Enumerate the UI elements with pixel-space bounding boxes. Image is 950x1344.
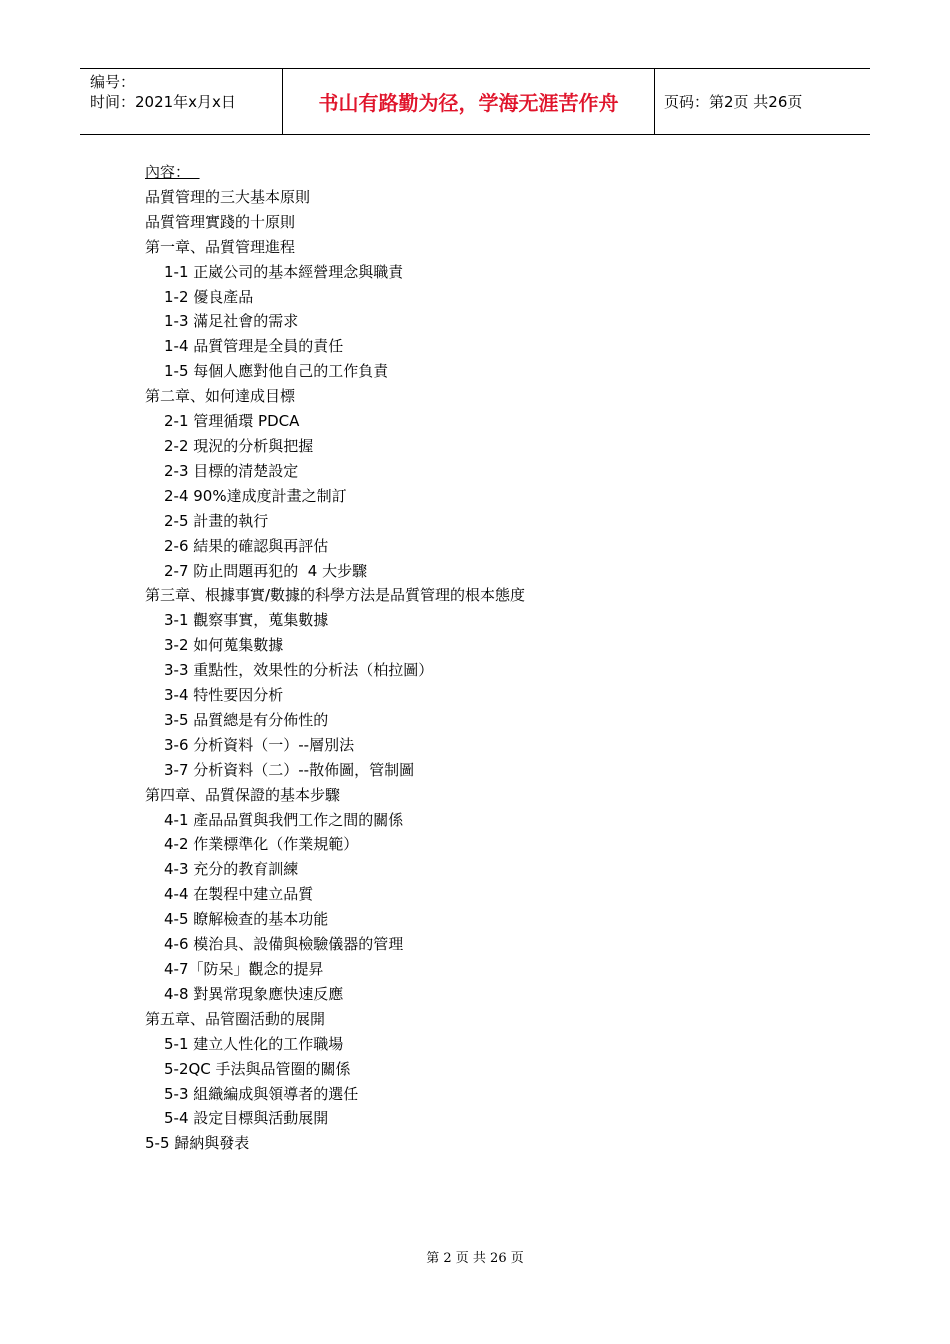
toc-section-item: 5-2QC 手法與品管圈的關係: [164, 1059, 351, 1078]
toc-section-item: 1-3 滿足社會的需求: [164, 312, 299, 331]
page-header: [80, 68, 870, 135]
toc-section-item: 1-2 優良產品: [164, 287, 254, 306]
toc-section-item: 3-2 如何蒐集數據: [164, 636, 284, 655]
motto-text: 书山有路勤为径，学海无涯苦作舟: [318, 91, 619, 115]
toc-section-item: 3-3 重點性，效果性的分析法（柏拉圖）: [164, 661, 434, 680]
page-footer: [0, 1247, 950, 1266]
header-motto-cell: [283, 69, 655, 134]
toc-section-item: 3-7 分析資料（二）--散佈圖，管制圖: [164, 760, 415, 779]
toc-chapter-item: 5-5 歸納與發表: [145, 1134, 250, 1153]
toc-section-item: 4-7「防呆」觀念的提昇: [164, 960, 324, 978]
time-label: 时间：2021年x月x日: [90, 93, 236, 111]
toc-section-item: 2-3 目標的清楚設定: [164, 461, 299, 480]
toc-section-item: 2-6 結果的確認與再評估: [164, 536, 329, 555]
toc-chapter-item: 第五章、品管圈活動的展開: [145, 1009, 326, 1028]
toc-chapter-item: 第三章、根據事實/數據的科學方法是品質管理的根本態度: [145, 586, 526, 605]
toc-section-item: 1-5 每個人應對他自己的工作負責: [164, 362, 389, 381]
toc-section-item: 4-5 瞭解檢查的基本功能: [164, 910, 329, 929]
header-info-cell: [80, 69, 283, 134]
toc-section-item: 3-4 特性要因分析: [164, 686, 284, 705]
toc-list: [145, 185, 525, 1156]
toc-title: 內容：: [145, 163, 200, 181]
toc-section-item: 4-3 充分的教育訓練: [164, 860, 299, 879]
toc-section-item: 2-4 90%達成度計畫之制訂: [164, 486, 347, 505]
toc-chapter-item: 第二章、如何達成目標: [145, 387, 296, 406]
toc-section-item: 2-1 管理循環 PDCA: [164, 412, 300, 431]
toc-section-item: 3-5 品質總是有分佈性的: [164, 710, 329, 729]
page-number-label: 页码：第2页 共26页: [664, 93, 803, 111]
toc-section-item: 2-5 計畫的執行: [164, 511, 269, 530]
toc-chapter-item: 第一章、品質管理進程: [145, 237, 296, 256]
footer-page-text: 第 2 页 共 26 页: [426, 1251, 524, 1266]
table-of-contents: [145, 160, 525, 1156]
toc-section-item: 2-2 現況的分析與把握: [164, 436, 314, 455]
toc-section-item: 4-8 對異常現象應快速反應: [164, 984, 344, 1003]
number-label: 编号：: [90, 73, 136, 91]
header-page-cell: [655, 69, 870, 134]
toc-section-item: 3-6 分析資料（一）--層別法: [164, 735, 355, 754]
toc-section-item: 5-4 設定目標與活動展開: [164, 1109, 329, 1128]
toc-section-item: 4-1 產品品質與我們工作之間的關係: [164, 810, 404, 829]
toc-section-item: 4-4 在製程中建立品質: [164, 885, 314, 904]
toc-chapter-item: 品質管理的三大基本原則: [145, 187, 311, 206]
toc-chapter-item: 品質管理實踐的十原則: [145, 212, 296, 231]
toc-section-item: 4-6 模治具、設備與檢驗儀器的管理: [164, 935, 404, 954]
toc-section-item: 1-4 品質管理是全員的責任: [164, 337, 344, 356]
toc-section-item: 5-3 組織編成與領導者的選任: [164, 1084, 359, 1103]
toc-section-item: 2-7 防止問題再犯的 4 大步驟: [164, 561, 368, 580]
toc-chapter-item: 第四章、品質保證的基本步驟: [145, 785, 341, 804]
toc-section-item: 5-1 建立人性化的工作職場: [164, 1034, 344, 1053]
toc-section-item: 3-1 觀察事實，蒐集數據: [164, 611, 329, 630]
toc-section-item: 1-1 正崴公司的基本經營理念與職責: [164, 262, 404, 281]
toc-section-item: 4-2 作業標準化（作業規範）: [164, 835, 359, 854]
